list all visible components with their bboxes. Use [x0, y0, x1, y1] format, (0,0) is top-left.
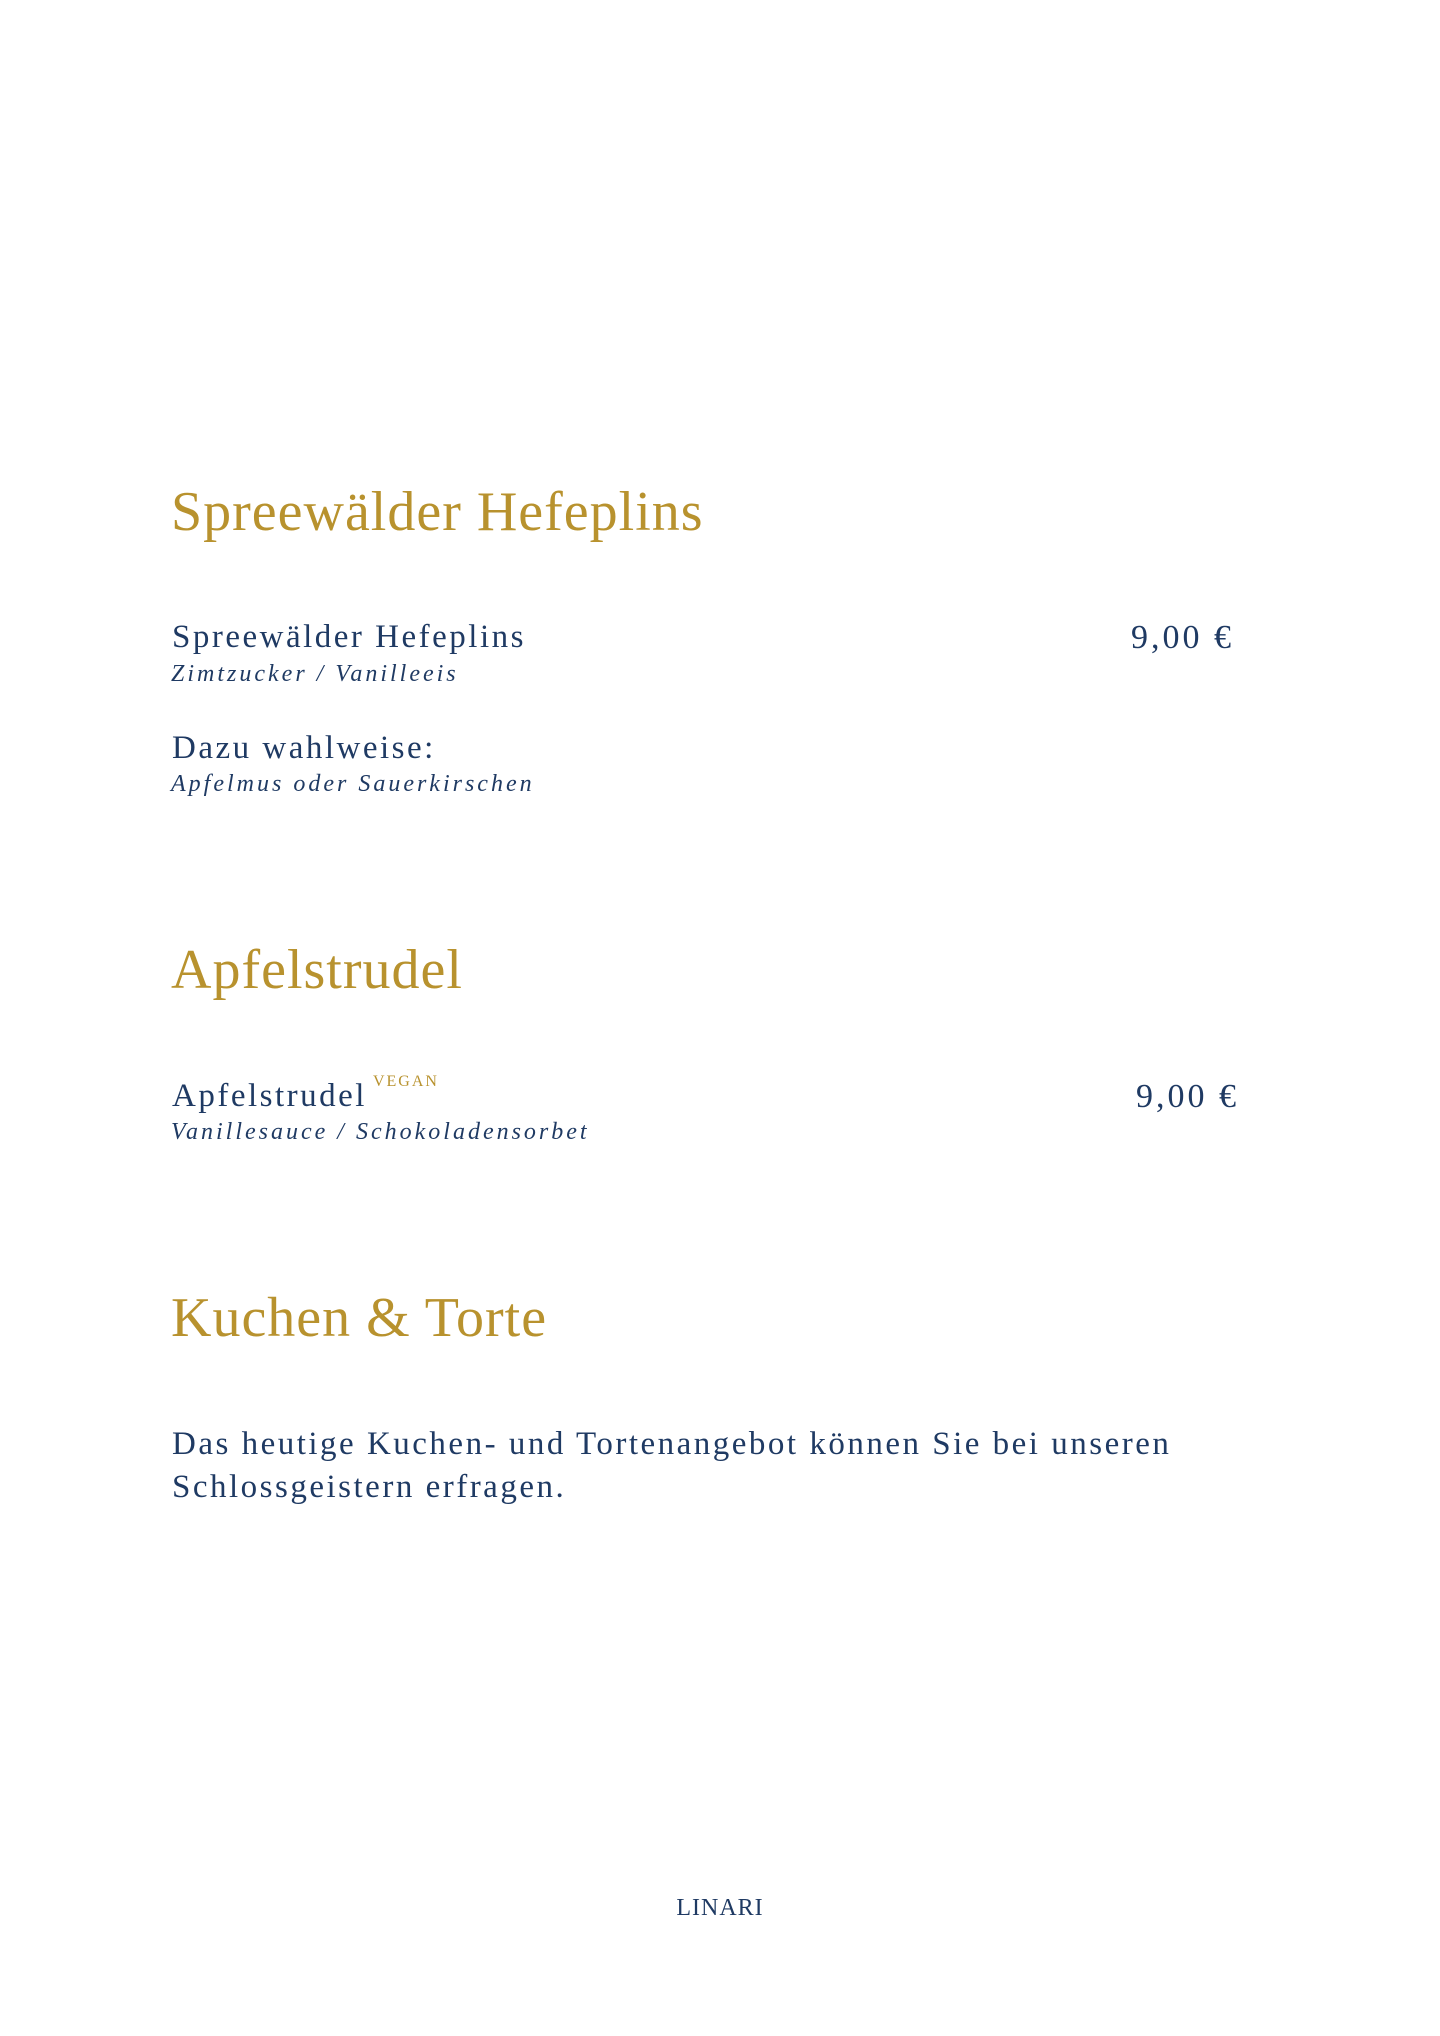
item-name-apfelstrudel: [172, 1073, 439, 1114]
vegan-badge: VEGAN: [372, 1073, 439, 1090]
footer-brand: LINARI: [676, 1895, 764, 1921]
item-description-dazu-wahlweise: Apfelmus oder Sauerkirschen: [171, 771, 535, 797]
item-name-hefeplins: Spreewälder Hefeplins: [172, 619, 526, 655]
section-title-kuchen-torte: Kuchen & Torte: [171, 1287, 548, 1349]
item-price-apfelstrudel: 9,00 €: [1136, 1078, 1239, 1115]
item-description-apfelstrudel: Vanillesauce / Schokoladensorbet: [171, 1119, 590, 1145]
section-title-hefeplins: Spreewälder Hefeplins: [171, 481, 704, 543]
section-title-apfelstrudel: Apfelstrudel: [171, 939, 463, 1001]
kuchen-torte-text: Das heutige Kuchen- und Tortenangebot können Sie bei unseren Schlossgeistern erfragen.: [172, 1426, 1172, 1505]
item-name-dazu-wahlweise: Dazu wahlweise:: [172, 730, 436, 766]
item-price-hefeplins: 9,00 €: [1131, 619, 1234, 656]
item-description-hefeplins: Zimtzucker / Vanilleeis: [171, 661, 459, 687]
item-name-apfelstrudel-label: Apfelstrudel: [172, 1078, 367, 1114]
